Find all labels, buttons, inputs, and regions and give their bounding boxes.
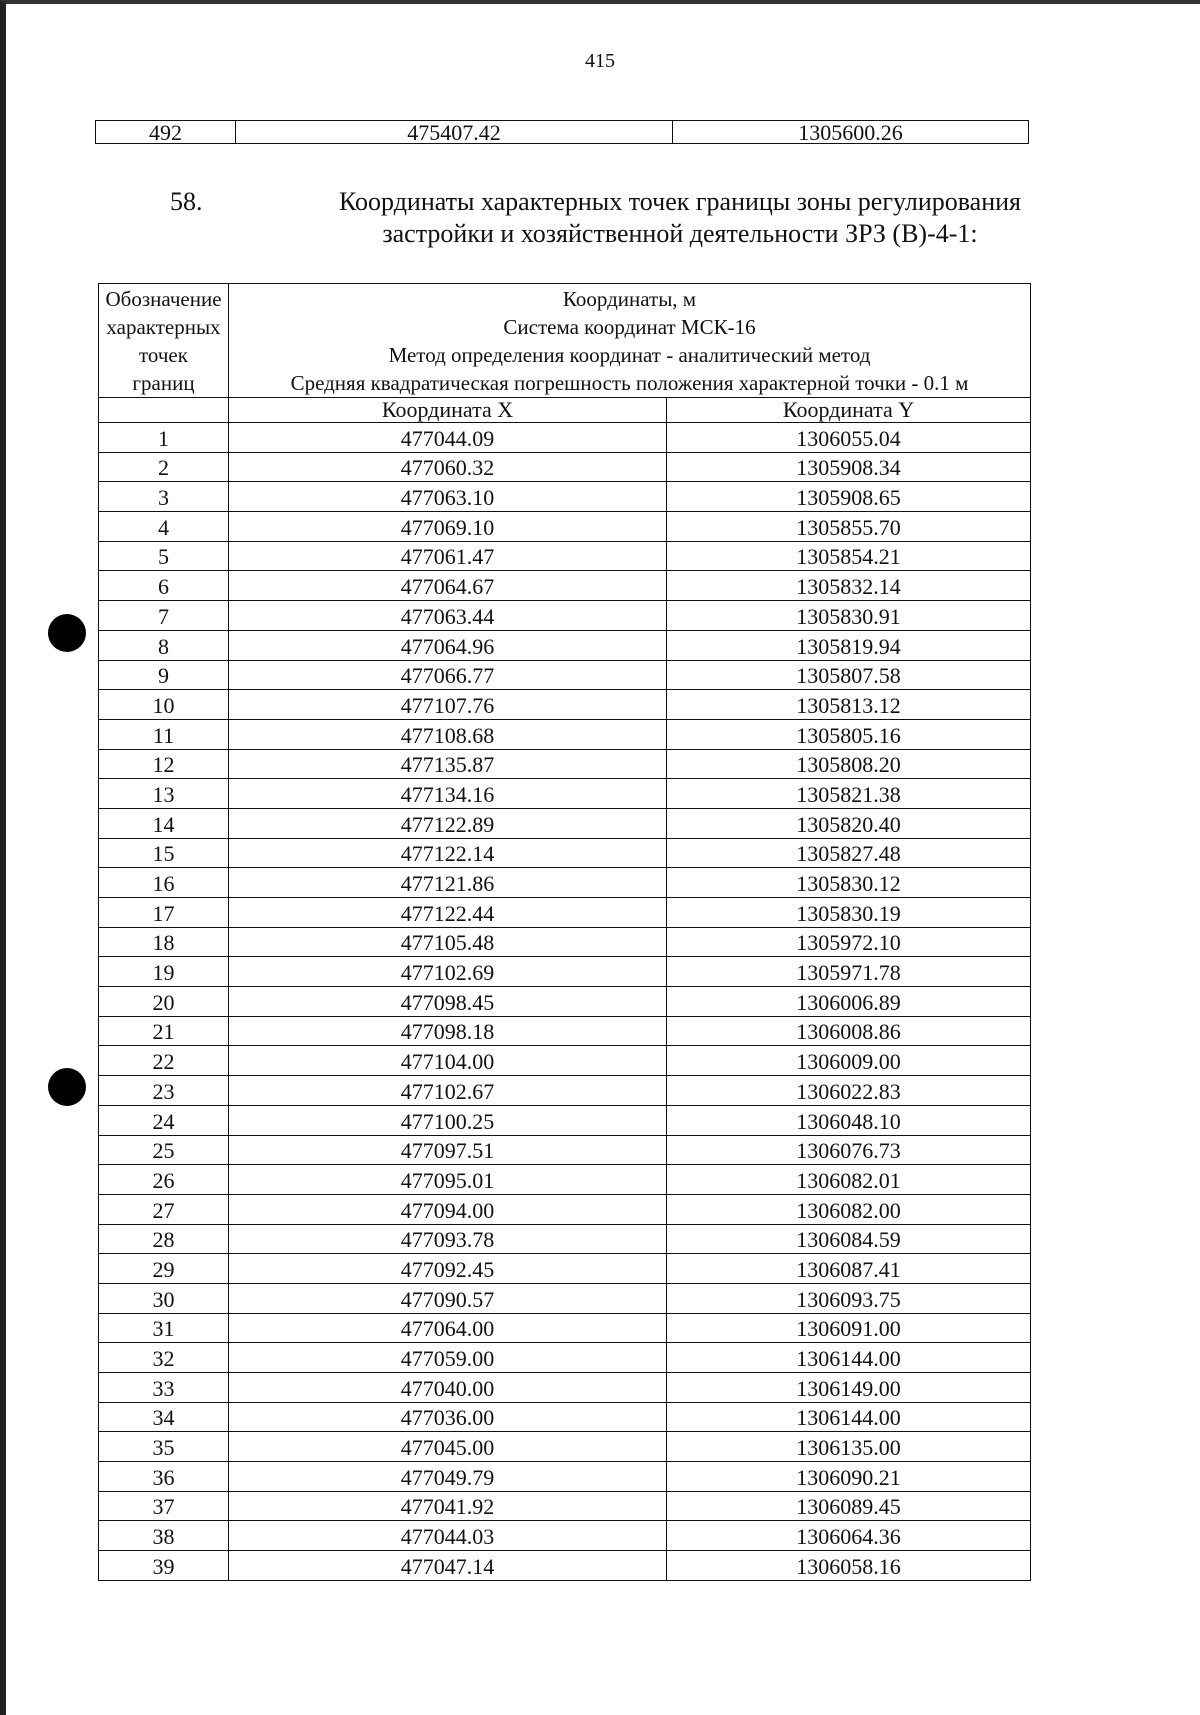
section-title (290, 186, 1070, 250)
coordinate-x: 477036.00 (229, 1402, 667, 1432)
table-row (99, 1373, 1031, 1403)
coordinate-x: 477121.86 (229, 868, 667, 898)
coordinate-x: 477045.00 (229, 1432, 667, 1462)
coordinate-y: 1306091.00 (667, 1313, 1031, 1343)
coordinate-y: 1305832.14 (667, 571, 1031, 601)
table-row (99, 482, 1031, 512)
table-row (99, 1343, 1031, 1373)
point-number: 5 (99, 541, 229, 571)
coordinate-y: 1306055.04 (667, 423, 1031, 453)
coordinate-x: 477098.18 (229, 1016, 667, 1046)
table-row (99, 1076, 1031, 1106)
determination-method: Метод определения координат - аналитический метод (388, 343, 871, 367)
coordinate-y: 1306064.36 (667, 1521, 1031, 1551)
empty-header-cell (99, 398, 229, 423)
table-row (99, 690, 1031, 720)
table-row (99, 987, 1031, 1017)
points-label-line: характерных (106, 315, 221, 339)
point-number: 14 (99, 808, 229, 838)
coordinate-y: 1306022.83 (667, 1076, 1031, 1106)
coordinate-y: 1306008.86 (667, 1016, 1031, 1046)
coordinate-x: 477063.44 (229, 601, 667, 631)
coordinate-y: 1306144.00 (667, 1402, 1031, 1432)
table-row (99, 1432, 1031, 1462)
table-row (99, 1283, 1031, 1313)
column-header-y: Координата Y (667, 398, 1031, 423)
point-number: 29 (99, 1254, 229, 1284)
coordinate-y: 1305805.16 (667, 719, 1031, 749)
table-row (99, 1224, 1031, 1254)
table-row (99, 1046, 1031, 1076)
table-row (99, 630, 1031, 660)
coordinate-y: 1306076.73 (667, 1135, 1031, 1165)
coordinate-y: 1306082.00 (667, 1194, 1031, 1224)
coordinate-x: 477122.44 (229, 898, 667, 928)
coordinate-x: 477094.00 (229, 1194, 667, 1224)
coordinate-x: 477090.57 (229, 1283, 667, 1313)
coordinate-y: 1306084.59 (667, 1224, 1031, 1254)
coordinate-y: 1305855.70 (667, 512, 1031, 542)
point-number: 2 (99, 452, 229, 482)
coordinate-y: 1306087.41 (667, 1254, 1031, 1284)
point-number: 18 (99, 927, 229, 957)
table-row (99, 1491, 1031, 1521)
point-number: 33 (99, 1373, 229, 1403)
point-number: 31 (99, 1313, 229, 1343)
coordinates-title: Координаты, м (562, 287, 697, 311)
hole-punch-mark (48, 1068, 86, 1106)
table-header-row (99, 284, 1031, 398)
coordinate-x: 477097.51 (229, 1135, 667, 1165)
table-row (99, 601, 1031, 631)
column-header-x: Координата X (229, 398, 667, 423)
coordinate-x: 477098.45 (229, 987, 667, 1017)
coordinate-x: 477063.10 (229, 482, 667, 512)
point-number: 26 (99, 1165, 229, 1195)
points-label-line: Обозначение (105, 287, 222, 311)
point-number: 22 (99, 1046, 229, 1076)
table-row (99, 838, 1031, 868)
coordinate-x: 477102.69 (229, 957, 667, 987)
table-row (99, 808, 1031, 838)
point-number: 27 (99, 1194, 229, 1224)
table-row (99, 1551, 1031, 1581)
coordinate-x: 475407.42 (236, 121, 673, 144)
coordinate-x: 477108.68 (229, 719, 667, 749)
coordinate-x: 477047.14 (229, 1551, 667, 1581)
coordinate-y: 1306135.00 (667, 1432, 1031, 1462)
point-number: 32 (99, 1343, 229, 1373)
coordinate-x: 477041.92 (229, 1491, 667, 1521)
table-row (99, 541, 1031, 571)
coordinate-x: 477060.32 (229, 452, 667, 482)
table-row (99, 957, 1031, 987)
coordinate-x: 477134.16 (229, 779, 667, 809)
point-number: 16 (99, 868, 229, 898)
coordinate-x: 477061.47 (229, 541, 667, 571)
coordinate-x: 477049.79 (229, 1462, 667, 1492)
coordinate-y: 1306090.21 (667, 1462, 1031, 1492)
point-number: 11 (99, 719, 229, 749)
coordinate-x: 477122.89 (229, 808, 667, 838)
accuracy-note: Средняя квадратическая погрешность положения характерной точки - 0.1 м (290, 371, 969, 395)
table-row (99, 1135, 1031, 1165)
table-row (99, 1313, 1031, 1343)
point-number: 39 (99, 1551, 229, 1581)
point-number: 24 (99, 1105, 229, 1135)
section-title-line-2: застройки и хозяйственной деятельности ЗРЗ (В)-4-1: (382, 219, 978, 248)
point-number: 1 (99, 423, 229, 453)
coordinate-x: 477064.00 (229, 1313, 667, 1343)
table-row (99, 927, 1031, 957)
table-row (99, 1105, 1031, 1135)
table-row (99, 452, 1031, 482)
coordinate-x: 477135.87 (229, 749, 667, 779)
coordinate-x: 477040.00 (229, 1373, 667, 1403)
coordinate-y: 1305908.65 (667, 482, 1031, 512)
coordinate-x: 477105.48 (229, 927, 667, 957)
point-number: 12 (99, 749, 229, 779)
point-number: 36 (99, 1462, 229, 1492)
coordinate-y: 1306048.10 (667, 1105, 1031, 1135)
coordinates-header (229, 284, 1031, 398)
point-number: 10 (99, 690, 229, 720)
page-number: 415 (585, 50, 615, 72)
coordinate-x: 477104.00 (229, 1046, 667, 1076)
coordinate-y: 1306082.01 (667, 1165, 1031, 1195)
table-row (99, 571, 1031, 601)
coordinate-y: 1305830.19 (667, 898, 1031, 928)
coordinate-x: 477095.01 (229, 1165, 667, 1195)
carry-over-table (95, 120, 1029, 144)
coordinate-system: Система координат МСК-16 (503, 315, 756, 339)
coordinate-x: 477064.67 (229, 571, 667, 601)
point-number: 37 (99, 1491, 229, 1521)
table-subheader-row (99, 398, 1031, 423)
coordinate-x: 477092.45 (229, 1254, 667, 1284)
coordinate-y: 1305600.26 (673, 121, 1029, 144)
table-row (99, 1165, 1031, 1195)
coordinate-y: 1305830.12 (667, 868, 1031, 898)
points-label-line: точек (139, 343, 188, 367)
table-row (99, 1016, 1031, 1046)
table-row (99, 660, 1031, 690)
coordinate-y: 1306093.75 (667, 1283, 1031, 1313)
coordinate-y: 1305854.21 (667, 541, 1031, 571)
point-number: 7 (99, 601, 229, 631)
table-row (99, 868, 1031, 898)
coordinate-y: 1305827.48 (667, 838, 1031, 868)
coordinate-x: 477093.78 (229, 1224, 667, 1254)
table-row (99, 898, 1031, 928)
coordinate-y: 1305820.40 (667, 808, 1031, 838)
table-row (99, 779, 1031, 809)
coordinates-table (98, 283, 1031, 1581)
point-number: 34 (99, 1402, 229, 1432)
coordinate-y: 1306058.16 (667, 1551, 1031, 1581)
table-row (99, 719, 1031, 749)
point-number: 30 (99, 1283, 229, 1313)
coordinate-x: 477069.10 (229, 512, 667, 542)
coordinate-x: 477059.00 (229, 1343, 667, 1373)
point-number: 8 (99, 630, 229, 660)
point-number: 25 (99, 1135, 229, 1165)
table-row (99, 423, 1031, 453)
coordinate-y: 1305821.38 (667, 779, 1031, 809)
point-number: 20 (99, 987, 229, 1017)
table-row (99, 1194, 1031, 1224)
coordinate-y: 1306144.00 (667, 1343, 1031, 1373)
coordinate-x: 477107.76 (229, 690, 667, 720)
coordinate-y: 1305972.10 (667, 927, 1031, 957)
point-number: 21 (99, 1016, 229, 1046)
section-title-line-1: Координаты характерных точек границы зоны регулирования (339, 187, 1021, 216)
hole-punch-mark (48, 614, 86, 652)
points-label-line: границ (132, 371, 195, 395)
coordinate-y: 1305808.20 (667, 749, 1031, 779)
table-row (99, 749, 1031, 779)
point-number: 4 (99, 512, 229, 542)
coordinate-x: 477100.25 (229, 1105, 667, 1135)
points-column-header (99, 284, 229, 398)
point-number: 492 (96, 121, 236, 144)
table-row (99, 512, 1031, 542)
coordinates-body (99, 423, 1031, 1581)
point-number: 19 (99, 957, 229, 987)
point-number: 28 (99, 1224, 229, 1254)
coordinate-y: 1306149.00 (667, 1373, 1031, 1403)
point-number: 9 (99, 660, 229, 690)
point-number: 17 (99, 898, 229, 928)
point-number: 38 (99, 1521, 229, 1551)
coordinate-y: 1305830.91 (667, 601, 1031, 631)
coordinate-x: 477044.03 (229, 1521, 667, 1551)
point-number: 3 (99, 482, 229, 512)
coordinate-y: 1305807.58 (667, 660, 1031, 690)
table-row (99, 1402, 1031, 1432)
coordinate-y: 1306089.45 (667, 1491, 1031, 1521)
table-row (99, 1254, 1031, 1284)
point-number: 13 (99, 779, 229, 809)
point-number: 6 (99, 571, 229, 601)
coordinate-y: 1305971.78 (667, 957, 1031, 987)
coordinate-x: 477066.77 (229, 660, 667, 690)
point-number: 23 (99, 1076, 229, 1106)
coordinate-y: 1305813.12 (667, 690, 1031, 720)
table-row (99, 1521, 1031, 1551)
coordinate-x: 477064.96 (229, 630, 667, 660)
coordinate-y: 1306006.89 (667, 987, 1031, 1017)
table-row (99, 1462, 1031, 1492)
coordinate-y: 1306009.00 (667, 1046, 1031, 1076)
point-number: 35 (99, 1432, 229, 1462)
coordinate-y: 1305908.34 (667, 452, 1031, 482)
coordinate-x: 477102.67 (229, 1076, 667, 1106)
point-number: 15 (99, 838, 229, 868)
coordinate-y: 1305819.94 (667, 630, 1031, 660)
coordinate-x: 477122.14 (229, 838, 667, 868)
section-number: 58. (170, 187, 203, 216)
coordinate-x: 477044.09 (229, 423, 667, 453)
table-row (96, 121, 1029, 144)
